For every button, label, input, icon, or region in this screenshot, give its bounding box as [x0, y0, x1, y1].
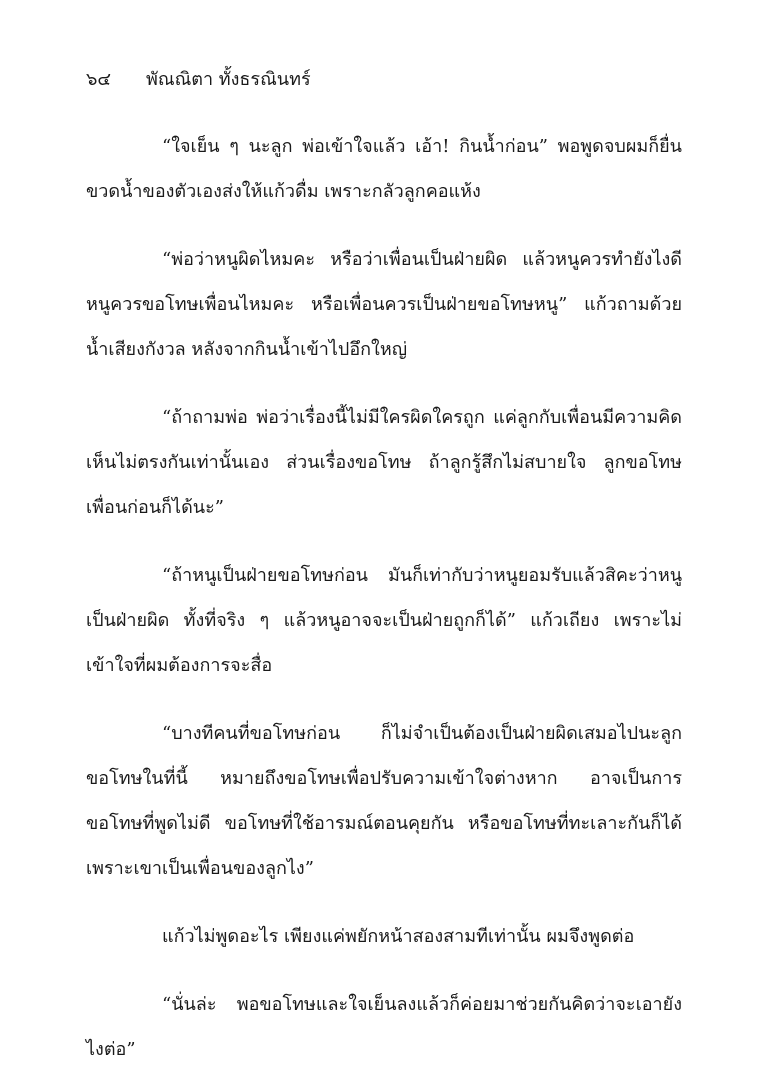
paragraph: “ใจเย็น ๆ นะลูก พ่อเข้าใจแล้ว เอ้า! กินน้ำก่อน” พอพูดจบผมก็ยื่นขวดน้ำของตัวเองส่งให้แก้วดื่ม เพราะกลัวลูกคอแห้ง: [86, 136, 682, 202]
paragraph: “นั่นล่ะ พอขอโทษและใจเย็นลงแล้วก็ค่อยมาช่วยกันคิดว่าจะเอายังไงต่อ”: [86, 994, 682, 1060]
body-text: [86, 124, 682, 1072]
running-header: [86, 66, 682, 94]
paragraph: “ถ้าถามพ่อ พ่อว่าเรื่องนี้ไม่มีใครผิดใครถูก แค่ลูกกับเพื่อนมีความคิดเห็นไม่ตรงกันเท่านั้นเอง ส่วนเรื่องขอโทษ ถ้าลูกรู้สึกไม่สบายใจ ลูกขอโทษเพื่อนก่อนก็ได้นะ”: [86, 407, 682, 518]
author-name: พัณณิตา ทั้งธรณินทร์: [146, 69, 311, 90]
paragraph: แก้วไม่พูดอะไร เพียงแค่พยักหน้าสองสามทีเท่านั้น ผมจึงพูดต่อ: [162, 926, 635, 947]
paragraph: “บางทีคนที่ขอโทษก่อน ก็ไม่จำเป็นต้องเป็นฝ่ายผิดเสมอไปนะลูก ขอโทษในที่นี้ หมายถึงขอโทษเพื่อปรับความเข้าใจต่างหาก อาจเป็นการขอโทษที่พูดไม่ดี ขอโทษที่ใช้อารมณ์ตอนคุยกัน หรือขอโทษที่ทะเลาะกันก็ได้ เพราะเขาเป็นเพื่อนของลูกไง”: [86, 723, 682, 879]
paragraph: “ถ้าหนูเป็นฝ่ายขอโทษก่อน มันก็เท่ากับว่าหนูยอมรับแล้วสิคะว่าหนูเป็นฝ่ายผิด ทั้งที่จริง ๆ แล้วหนูอาจจะเป็นฝ่ายถูกก็ได้” แก้วเถียง เพราะไม่เข้าใจที่ผมต้องการจะสื่อ: [86, 565, 682, 676]
page-number: ๖๔: [86, 69, 112, 90]
paragraph: “พ่อว่าหนูผิดไหมคะ หรือว่าเพื่อนเป็นฝ่ายผิด แล้วหนูควรทำยังไงดี หนูควรขอโทษเพื่อนไหมคะ หรือเพื่อนควรเป็นฝ่ายขอโทษหนู” แก้วถามด้วยน้ำเสียงกังวล หลังจากกินน้ำเข้าไปอึกใหญ่: [86, 249, 682, 360]
